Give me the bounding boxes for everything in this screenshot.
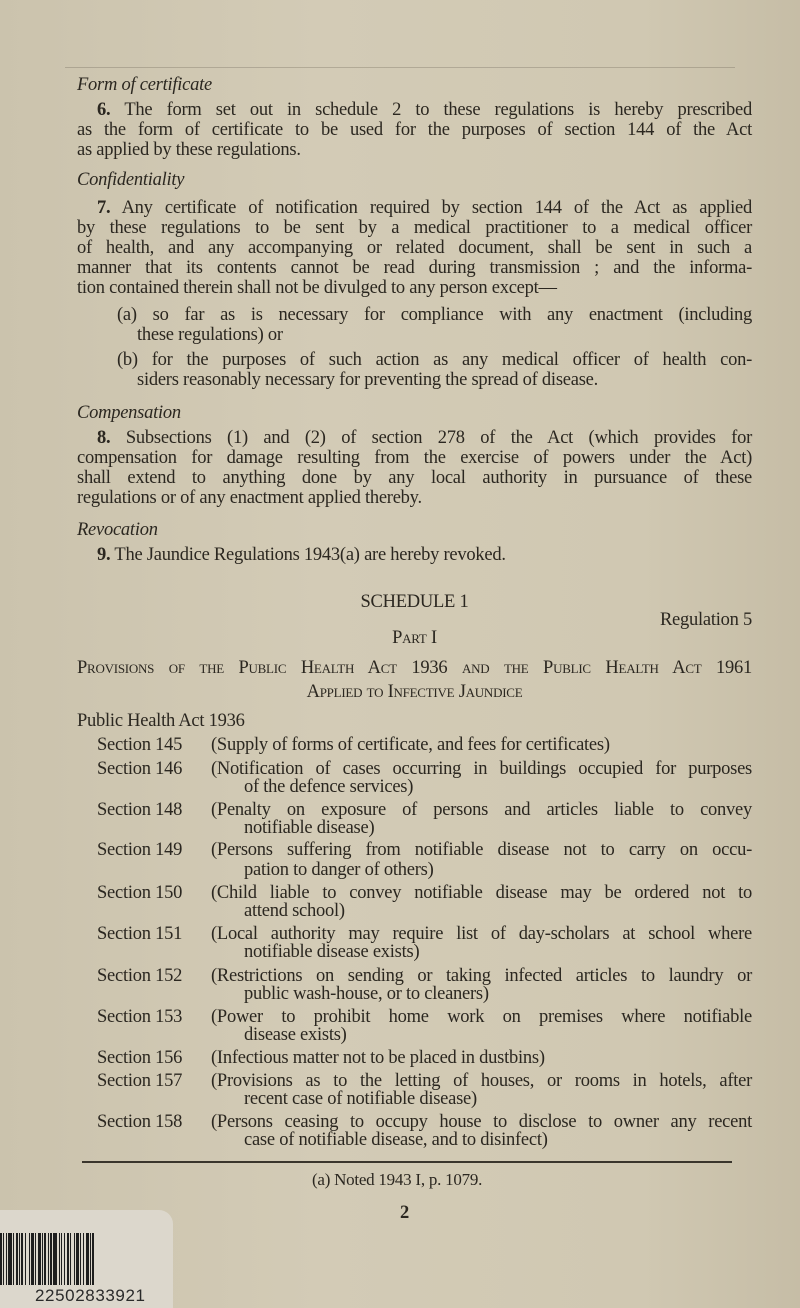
section-description: (Restrictions on sending or taking infected articles to laundry or: [211, 966, 752, 986]
section-description: (Provisions as to the letting of houses, or rooms in hotels, after: [211, 1071, 752, 1091]
section-description: (Notification of cases occurring in buildings occupied for purposes: [211, 759, 752, 779]
section-description: (Persons ceasing to occupy house to disclose to owner any recent: [211, 1112, 752, 1132]
section-description: disease exists): [244, 1025, 347, 1045]
heading-compensation: Compensation: [77, 403, 181, 423]
paragraph-7-line: [97, 197, 752, 219]
paragraph-9: [97, 544, 752, 566]
heading-revocation: Revocation: [77, 520, 158, 540]
section-description: recent case of notifiable disease): [244, 1089, 477, 1109]
footnote: (a) Noted 1943 I, p. 1079.: [312, 1170, 483, 1189]
section-description: of the defence services): [244, 777, 414, 797]
section-description: pation to danger of others): [244, 860, 434, 880]
clause-a: [117, 304, 752, 326]
paragraph-number: 7.: [97, 198, 111, 218]
section-description: (Supply of forms of certificate, and fees for certificates): [211, 735, 610, 755]
paragraph-6-line: [97, 99, 752, 121]
section-label: Section 146: [97, 759, 183, 779]
page-number: 2: [400, 1203, 409, 1223]
section-label: Section 145: [97, 735, 183, 755]
text: The form set out in schedule 2 to these regulations is hereby prescribed: [124, 100, 752, 120]
heading-confidentiality: Confidentiality: [77, 170, 185, 190]
paragraph-7-line: tion contained therein shall not be divulged to any person except—: [77, 278, 557, 298]
schedule-part: Part I: [392, 628, 437, 648]
section-label: Section 149: [97, 840, 183, 860]
clause-label: (b): [117, 350, 138, 370]
footnote-rule: [82, 1161, 732, 1163]
schedule-title: SCHEDULE 1: [360, 592, 469, 612]
act-heading: Public Health Act 1936: [77, 711, 245, 731]
barcode-number: 22502833921: [35, 1286, 146, 1305]
clause-label: (a): [117, 305, 137, 325]
schedule-heading-line: Applied to Infective Jaundice: [306, 682, 523, 702]
section-description: attend school): [244, 901, 345, 921]
paragraph-number: 8.: [97, 428, 111, 448]
section-label: Section 158: [97, 1112, 183, 1132]
section-label: Section 157: [97, 1071, 183, 1091]
section-label: Section 150: [97, 883, 183, 903]
schedule-regulation: Regulation 5: [659, 610, 752, 630]
text: so far as is necessary for compliance with any enactment (including: [152, 305, 753, 325]
clause-a-line: these regulations) or: [137, 325, 283, 345]
heading-form-of-certificate: Form of certificate: [77, 75, 212, 95]
section-description: (Persons suffering from notifiable disease not to carry on occu-: [211, 840, 752, 860]
section-description: (Penalty on exposure of persons and articles liable to convey: [211, 800, 752, 820]
paragraph-8-line: [97, 427, 752, 449]
section-description: (Local authority may require list of day-scholars at school where: [211, 924, 752, 944]
section-label: Section 153: [97, 1007, 183, 1027]
section-label: Section 152: [97, 966, 183, 986]
schedule-heading-line: Provisions of the Public Health Act 1936 and the Public Health Act 1961: [77, 658, 752, 678]
clause-b-line: siders reasonably necessary for preventing the spread of disease.: [137, 370, 598, 390]
paragraph-number: 6.: [97, 100, 111, 120]
paragraph-8-line: shall extend to anything done by any local authority in pursuance of these: [77, 468, 752, 488]
section-label: Section 148: [97, 800, 183, 820]
text: The Jaundice Regulations 1943(a) are hereby revoked.: [114, 545, 506, 565]
section-description: notifiable disease): [244, 818, 375, 838]
section-label: Section 151: [97, 924, 183, 944]
text: Subsections (1) and (2) of section 278 of the Act (which provides for: [125, 428, 752, 448]
paragraph-7-line: of health, and any accompanying or related document, shall be sent in such a: [77, 238, 752, 258]
section-description: public wash-house, or to cleaners): [244, 984, 489, 1004]
text: Any certificate of notification required by section 144 of the Act as applied: [121, 198, 753, 218]
paragraph-7-line: by these regulations to be sent by a medical practitioner to a medical officer: [77, 218, 752, 238]
clause-b: [117, 349, 752, 371]
barcode-gap: [94, 1233, 96, 1285]
paragraph-8-line: regulations or of any enactment applied thereby.: [77, 488, 422, 508]
paragraph-6-line: as the form of certificate to be used for the purposes of section 144 of the Act: [77, 120, 752, 140]
section-description: (Power to prohibit home work on premises where notifiable: [211, 1007, 752, 1027]
section-label: Section 156: [97, 1048, 183, 1068]
text: for the purposes of such action as any medical officer of health con-: [151, 350, 753, 370]
bleed-through-rule: [65, 67, 735, 68]
paragraph-6-line: as applied by these regulations.: [77, 140, 301, 160]
section-description: notifiable disease exists): [244, 942, 420, 962]
section-description: (Child liable to convey notifiable disease may be ordered not to: [211, 883, 752, 903]
barcode-label: [0, 1210, 173, 1308]
paragraph-number: 9.: [97, 545, 111, 565]
paragraph-8-line: compensation for damage resulting from the exercise of powers under the Act): [77, 448, 752, 468]
section-description: (Infectious matter not to be placed in dustbins): [211, 1048, 545, 1068]
section-description: case of notifiable disease, and to disinfect): [244, 1130, 548, 1150]
barcode-icon: [0, 1233, 154, 1285]
paragraph-7-line: manner that its contents cannot be read during transmission ; and the informa-: [77, 258, 752, 278]
